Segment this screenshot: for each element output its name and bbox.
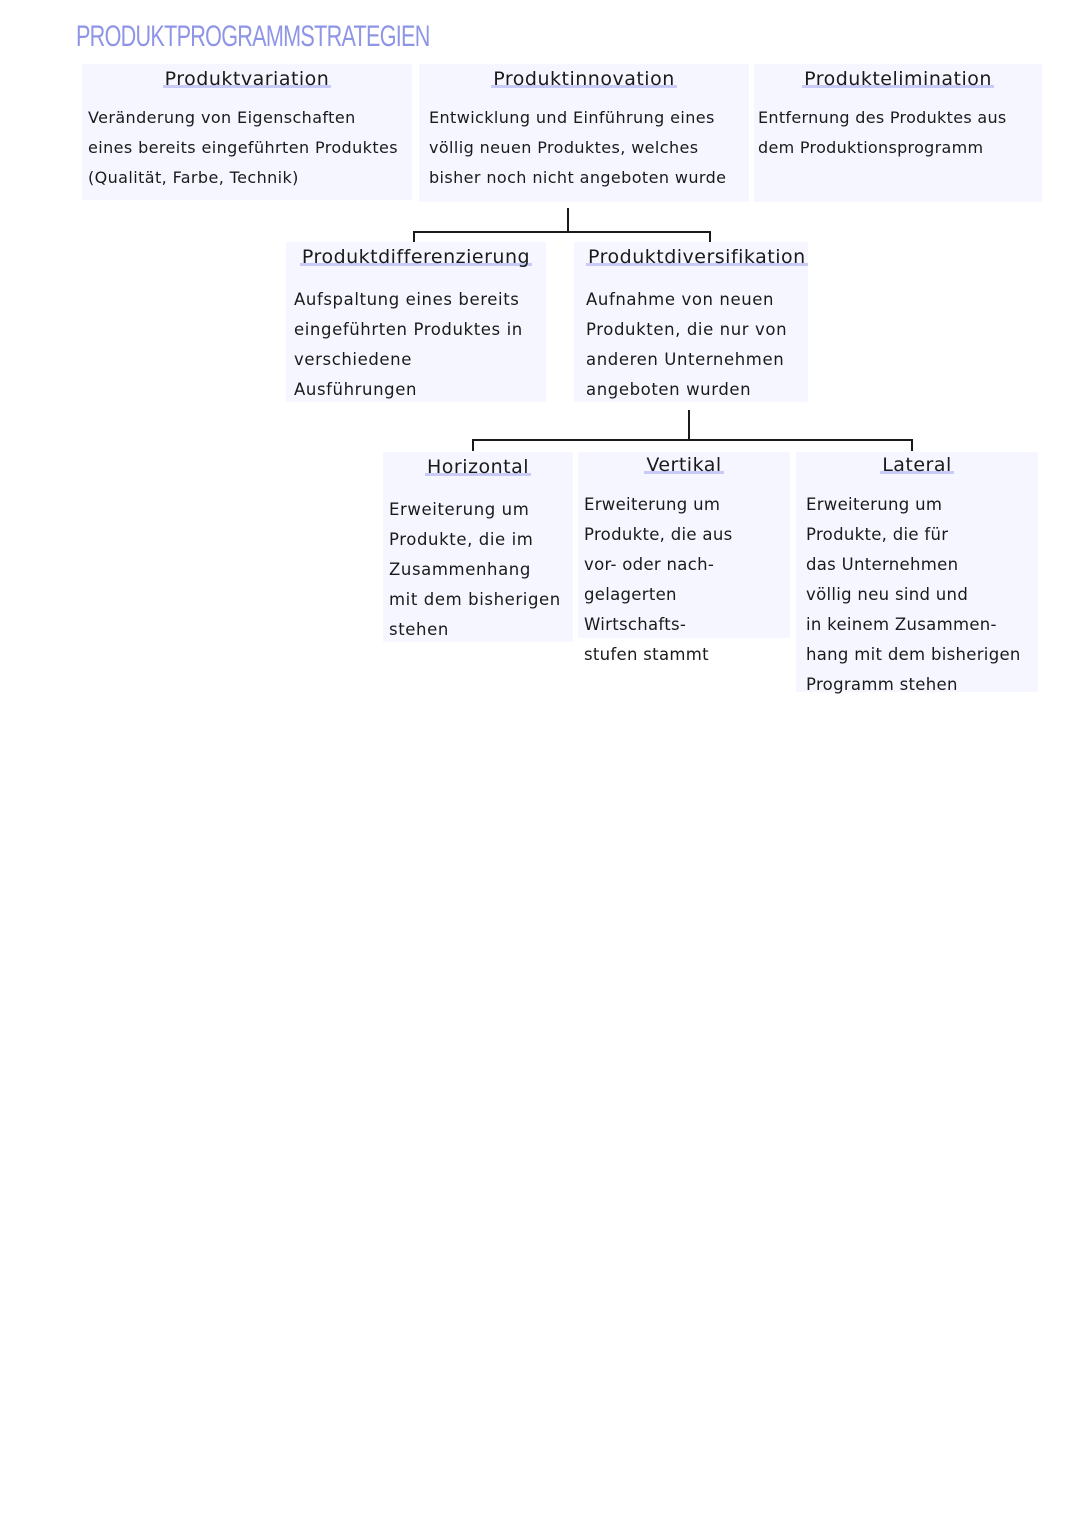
heading-lateral: Lateral	[882, 454, 952, 476]
heading-produktvariation: Produktvariation	[164, 68, 330, 90]
page-title: PRODUKTPROGRAMMSTRATEGIEN	[76, 20, 430, 53]
connector-lateral-drop	[911, 439, 913, 451]
text-produktvariation: Veränderung von Eigenschaften eines bereits eingeführten Produktes (Qualität, Farbe, Technik)	[88, 108, 398, 187]
text-vertikal: Erweiterung um Produkte, die aus vor- oder nach- gelagerten Wirtschafts- stufen stammt	[584, 495, 733, 664]
heading-produktdiversifikation: Produktdiversifikation	[588, 246, 806, 268]
box-horizontal	[383, 452, 573, 642]
box-produktdiversifikation	[574, 242, 808, 402]
heading-produktdifferenzierung: Produktdifferenzierung	[301, 246, 531, 268]
box-produktelimination	[754, 64, 1042, 202]
text-lateral: Erweiterung um Produkte, die für das Unternehmen völlig neu sind und in keinem Zusammen- hang mit dem bisherigen Programm stehen	[806, 495, 1021, 694]
text-produktelimination: Entfernung des Produktes aus dem Produktionsprogramm	[758, 108, 1007, 157]
text-produktdiversifikation: Aufnahme von neuen Produkten, die nur von anderen Unternehmen angeboten wurden	[586, 290, 788, 399]
text-produktdifferenzierung: Aufspaltung eines bereits eingeführten Produktes in verschiedene Ausführungen	[294, 290, 523, 399]
text-produktinnovation: Entwicklung und Einführung eines völlig neuen Produktes, welches bisher noch nicht angeboten wurde	[429, 108, 727, 187]
connector-diversifikation-vertical	[688, 410, 690, 440]
connector-innovation-vertical	[567, 208, 569, 232]
heading-produktinnovation: Produktinnovation	[493, 68, 675, 90]
heading-produktelimination: Produktelimination	[804, 68, 992, 90]
box-lateral	[796, 452, 1038, 692]
heading-horizontal: Horizontal	[426, 456, 529, 478]
box-produktdifferenzierung	[286, 242, 546, 402]
heading-vertikal: Vertikal	[646, 454, 722, 476]
connector-level3-horizontal	[472, 439, 913, 441]
text-horizontal: Erweiterung um Produkte, die im Zusammenhang mit dem bisherigen stehen	[389, 500, 561, 639]
box-produktinnovation	[419, 64, 749, 202]
box-produktvariation	[82, 64, 412, 200]
connector-level2-horizontal	[413, 231, 711, 233]
box-vertikal	[578, 452, 790, 664]
connector-horizontal-drop	[472, 439, 474, 451]
